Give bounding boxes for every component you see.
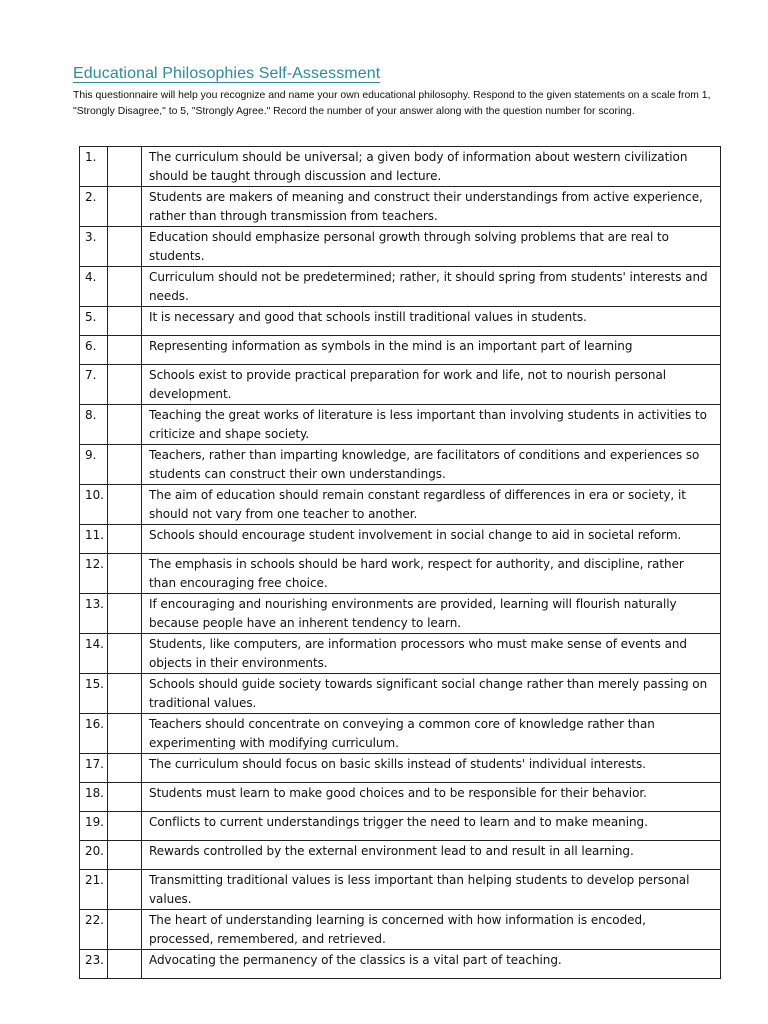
statement-text-cell [142, 841, 721, 870]
statement-text-cell [142, 187, 721, 227]
statement-row [80, 714, 721, 754]
statement-text: Schools should guide society towards significant social change rather than merely passing on traditional values. [149, 677, 708, 710]
answer-value [108, 227, 141, 228]
statement-number-text: 5. [85, 310, 97, 324]
statement-number-text: 23. [85, 953, 104, 967]
statement-row [80, 634, 721, 674]
statement-number [80, 783, 108, 812]
statement-text: Transmitting traditional values is less important than helping students to develop personal values. [149, 873, 690, 906]
statement-text: Representing information as symbols in the mind is an important part of learning [149, 339, 633, 353]
statement-row [80, 336, 721, 365]
statement-number [80, 634, 108, 674]
statement-text-cell [142, 336, 721, 365]
statement-text: If encouraging and nourishing environments are provided, learning will flourish naturally because people have an inherent tendency to learn. [149, 597, 677, 630]
statement-text: Schools exist to provide practical preparation for work and life, not to nourish personal development. [149, 368, 667, 401]
statement-row [80, 227, 721, 267]
statement-number-text: 17. [85, 757, 104, 771]
statement-text: Schools should encourage student involvement in social change to aid in societal reform. [149, 528, 682, 542]
statement-row [80, 405, 721, 445]
statements-table [79, 146, 721, 979]
statement-text: Advocating the permanency of the classics is a vital part of teaching. [149, 953, 562, 967]
statement-number-text: 11. [85, 528, 104, 542]
statement-text-cell [142, 594, 721, 634]
statement-text-cell [142, 485, 721, 525]
answer-value [108, 754, 141, 755]
statement-row [80, 525, 721, 554]
statement-text-cell [142, 405, 721, 445]
document-title [73, 64, 380, 84]
answer-cell[interactable] [108, 674, 142, 714]
statement-number-text: 4. [85, 270, 97, 284]
statement-text-cell [142, 525, 721, 554]
statement-number-text: 22. [85, 913, 104, 927]
statement-number-text: 20. [85, 844, 104, 858]
statement-number [80, 187, 108, 227]
document-title-text: Educational Philosophies Self-Assessment [73, 65, 381, 82]
answer-value [108, 634, 141, 635]
statement-text-cell [142, 267, 721, 307]
statement-row [80, 147, 721, 187]
statement-number [80, 445, 108, 485]
answer-value [108, 714, 141, 715]
answer-cell[interactable] [108, 525, 142, 554]
answer-cell[interactable] [108, 336, 142, 365]
answer-cell[interactable] [108, 405, 142, 445]
statement-number [80, 812, 108, 841]
statement-number [80, 147, 108, 187]
statement-number-text: 7. [85, 368, 97, 382]
answer-cell[interactable] [108, 634, 142, 674]
statement-number [80, 365, 108, 405]
answer-cell[interactable] [108, 714, 142, 754]
statement-number [80, 267, 108, 307]
statement-number [80, 950, 108, 979]
answer-value [108, 910, 141, 911]
statement-text-cell [142, 910, 721, 950]
answer-cell[interactable] [108, 594, 142, 634]
answer-value [108, 950, 141, 951]
statement-text-cell [142, 365, 721, 405]
answer-cell[interactable] [108, 783, 142, 812]
answer-value [108, 841, 141, 842]
statement-text: The heart of understanding learning is concerned with how information is encoded, processed, remembered, and retrieved. [149, 913, 646, 946]
answer-value [108, 525, 141, 526]
statement-text-cell [142, 714, 721, 754]
statement-text-cell [142, 227, 721, 267]
answer-cell[interactable] [108, 307, 142, 336]
answer-cell[interactable] [108, 187, 142, 227]
answer-cell[interactable] [108, 365, 142, 405]
statement-text: Rewards controlled by the external environment lead to and result in all learning. [149, 844, 634, 858]
statement-number [80, 870, 108, 910]
statement-row [80, 950, 721, 979]
statement-text: The curriculum should focus on basic skills instead of students' individual interests. [149, 757, 646, 771]
statement-row [80, 307, 721, 336]
statement-text: Teachers should concentrate on conveying a common core of knowledge rather than experimenting with modifying curriculum. [149, 717, 655, 750]
statement-text: Teaching the great works of literature is less important than involving students in activities to criticize and shape society. [149, 408, 707, 441]
statement-number-text: 19. [85, 815, 104, 829]
answer-value [108, 812, 141, 813]
statement-text: The emphasis in schools should be hard work, respect for authority, and discipline, rather than encouraging free choice. [149, 557, 684, 590]
statement-number [80, 910, 108, 950]
statement-number [80, 485, 108, 525]
statement-text-cell [142, 754, 721, 783]
answer-cell[interactable] [108, 267, 142, 307]
statement-text-cell [142, 554, 721, 594]
statement-number-text: 8. [85, 408, 97, 422]
statement-number-text: 12. [85, 557, 104, 571]
document-intro: This questionnaire will help you recognize and name your own educational philosophy. Respond to the given statements on a scale from 1, "Strongly Disagree," to 5, "Strongly Agree." Record the number of your answer along with the question number for scoring. [73, 90, 711, 118]
statement-number [80, 405, 108, 445]
statement-number-text: 9. [85, 448, 97, 462]
answer-value [108, 336, 141, 337]
answer-value [108, 307, 141, 308]
statement-row [80, 445, 721, 485]
statement-row [80, 910, 721, 950]
answer-cell[interactable] [108, 554, 142, 594]
answer-value [108, 405, 141, 406]
statement-number [80, 594, 108, 634]
answer-value [108, 783, 141, 784]
statement-row [80, 870, 721, 910]
statement-row [80, 674, 721, 714]
statement-number-text: 15. [85, 677, 104, 691]
answer-cell[interactable] [108, 227, 142, 267]
statement-text-cell [142, 950, 721, 979]
statement-row [80, 485, 721, 525]
statement-row [80, 554, 721, 594]
statement-text-cell [142, 445, 721, 485]
answer-value [108, 870, 141, 871]
answer-value [108, 594, 141, 595]
answer-cell[interactable] [108, 841, 142, 870]
statement-row [80, 187, 721, 227]
answer-value [108, 485, 141, 486]
statement-number-text: 18. [85, 786, 104, 800]
statement-text-cell [142, 307, 721, 336]
answer-cell[interactable] [108, 910, 142, 950]
statement-text: The curriculum should be universal; a given body of information about western civilization should be taught through discussion and lecture. [149, 150, 688, 183]
statement-text: Students are makers of meaning and construct their understandings from active experience, rather than through transmission from teachers. [149, 190, 703, 223]
answer-cell[interactable] [108, 812, 142, 841]
statement-text: It is necessary and good that schools instill traditional values in students. [149, 310, 587, 324]
statement-number-text: 2. [85, 190, 97, 204]
answer-value [108, 365, 141, 366]
answer-value [108, 267, 141, 268]
statement-number [80, 714, 108, 754]
statement-number-text: 1. [85, 150, 97, 164]
answer-cell[interactable] [108, 950, 142, 979]
statement-number [80, 336, 108, 365]
statement-number-text: 6. [85, 339, 97, 353]
statement-number-text: 3. [85, 230, 97, 244]
statement-text-cell [142, 147, 721, 187]
answer-value [108, 147, 141, 148]
statements-table-body [80, 147, 721, 979]
answer-cell[interactable] [108, 754, 142, 783]
statement-row [80, 594, 721, 634]
answer-cell[interactable] [108, 147, 142, 187]
statement-row [80, 812, 721, 841]
answer-cell[interactable] [108, 485, 142, 525]
statement-text: Conflicts to current understandings trigger the need to learn and to make meaning. [149, 815, 648, 829]
statement-row [80, 267, 721, 307]
answer-value [108, 554, 141, 555]
statement-text-cell [142, 783, 721, 812]
statement-number-text: 13. [85, 597, 104, 611]
statement-text-cell [142, 812, 721, 841]
statement-number [80, 674, 108, 714]
statement-number [80, 525, 108, 554]
answer-value [108, 674, 141, 675]
statement-number [80, 554, 108, 594]
statement-text: Curriculum should not be predetermined; rather, it should spring from students' interests and needs. [149, 270, 708, 303]
statement-text: Teachers, rather than imparting knowledge, are facilitators of conditions and experiences so students can construct their own understandings. [149, 448, 700, 481]
statement-text: The aim of education should remain constant regardless of differences in era or society, it should not vary from one teacher to another. [149, 488, 686, 521]
statement-text: Students must learn to make good choices and to be responsible for their behavior. [149, 786, 647, 800]
statement-text-cell [142, 674, 721, 714]
statement-row [80, 783, 721, 812]
statement-number [80, 227, 108, 267]
statement-text: Students, like computers, are information processors who must make sense of events and objects in their environments. [149, 637, 688, 670]
statement-number-text: 14. [85, 637, 104, 651]
statement-number-text: 21. [85, 873, 104, 887]
statement-number [80, 307, 108, 336]
statement-text-cell [142, 870, 721, 910]
statement-number [80, 841, 108, 870]
statement-number [80, 754, 108, 783]
statement-number-text: 10. [85, 488, 104, 502]
answer-cell[interactable] [108, 870, 142, 910]
statement-row [80, 754, 721, 783]
statement-text: Education should emphasize personal growth through solving problems that are real to students. [149, 230, 669, 263]
statement-row [80, 365, 721, 405]
answer-value [108, 187, 141, 188]
answer-cell[interactable] [108, 445, 142, 485]
answer-value [108, 445, 141, 446]
statement-number-text: 16. [85, 717, 104, 731]
statement-text-cell [142, 634, 721, 674]
statement-row [80, 841, 721, 870]
